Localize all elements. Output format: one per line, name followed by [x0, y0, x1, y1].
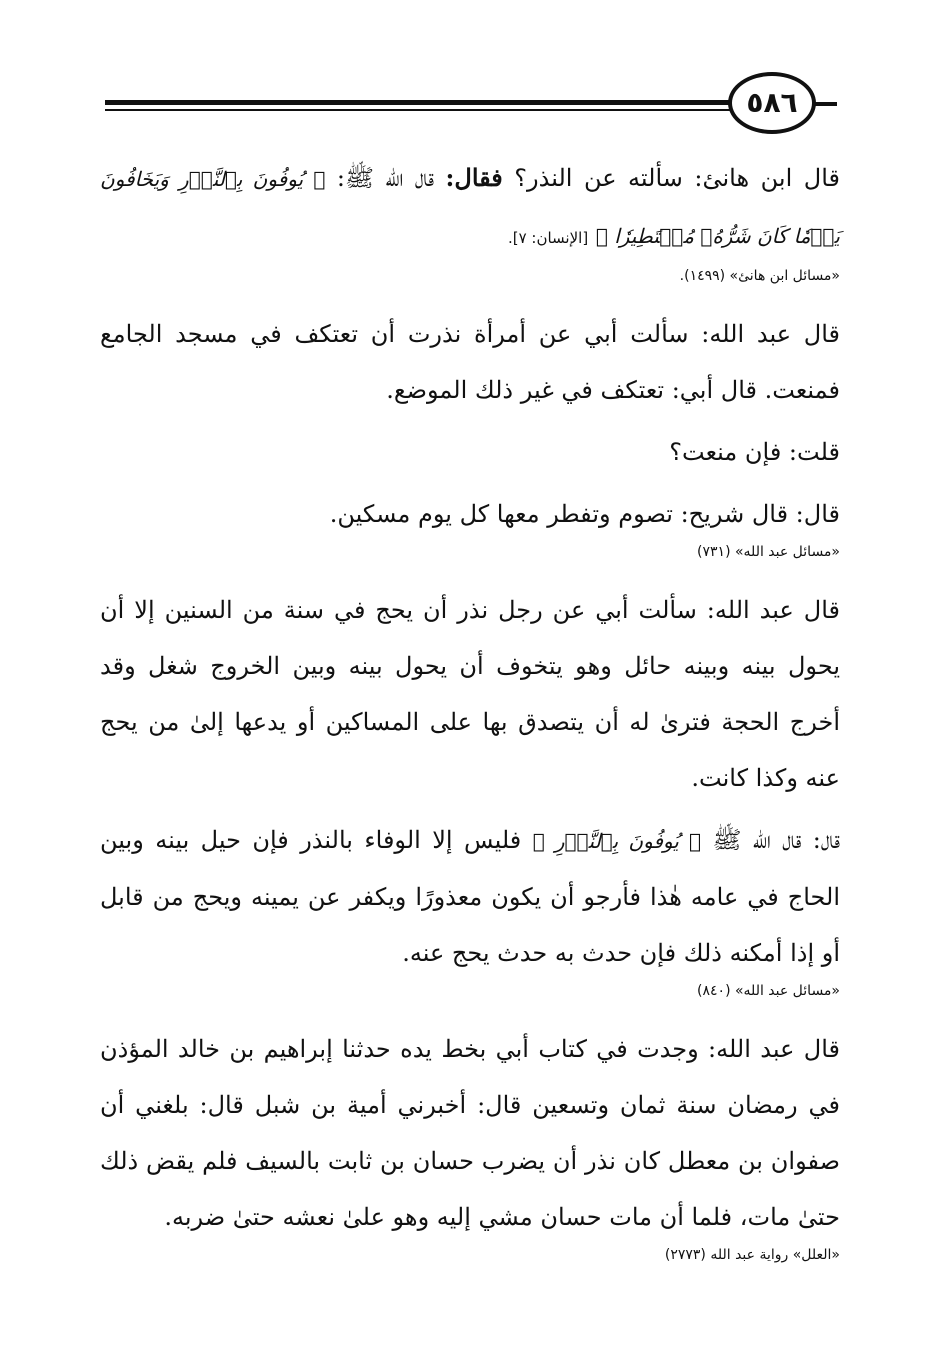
paragraph — [100, 424, 840, 480]
text-segment: قال عبد الله: وجدت في كتاب أبي بخط يده حدثنا إبراهيم بن خالد المؤذن في رمضان سنة ثمان وتسعين قال: أخبرني أمية بن شبل قال: بلغني أن صفوان بن معطل كان نذر أن يضرب حسان بن ثابت بالسيف فلم يقض ذلك حتىٰ مات، فلما أن مات حسان مشي إليه وهو علىٰ نعشه حتىٰ ضربه. — [100, 1035, 840, 1231]
text-segment: فليس إلا الوفاء بالنذر فإن حيل بينه وبين الحاج في عامه هٰذا فأرجو أن يكون معذورًا ويكفر عن يمينه ويحج من قابل أو إذا أمكنه ذلك فإن حدث به حدث يحج عنه. — [100, 826, 840, 967]
text-segment: قال الله ﷺ: — [325, 164, 446, 192]
quran-verse: ﴿ يُوفُونَ بِٱلنَّذۡرِ ﴾ — [532, 829, 702, 853]
text-segment: قال ابن هانئ: سألته عن النذر؟ — [502, 164, 841, 192]
text-segment: قال: قال الله ﷺ — [701, 826, 841, 854]
citation: «مسائل ابن هانئ» (١٤٩٩). — [679, 268, 840, 284]
citation: «مسائل عبد الله» (٨٤٠) — [697, 983, 840, 999]
paragraph — [100, 306, 840, 418]
paragraph — [100, 486, 840, 542]
text-segment: قلت: فإن منعت؟ — [669, 438, 840, 466]
paragraph — [100, 812, 840, 981]
paragraph — [100, 1021, 840, 1245]
header-rule-thin — [105, 109, 730, 111]
paragraph — [100, 150, 840, 266]
citation: «مسائل عبد الله» (٧٣١) — [697, 544, 840, 560]
text-segment: فقال: — [445, 163, 503, 192]
text-segment — [588, 221, 596, 249]
page-number-badge — [728, 72, 816, 134]
header-rule — [105, 100, 730, 105]
paragraph — [100, 582, 840, 806]
text-segment: قال: قال شريح: تصوم وتفطر معها كل يوم مسكين. — [329, 500, 840, 528]
page-number: ٥٨٦ — [746, 86, 798, 119]
quran-verse: ﴿ يُوفُونَ بِٱلنَّذۡرِ وَيَخَافُونَ يَوۡمٗا كَانَ شَرُّهُۥ مُسۡتَطِيرٗا ﴾ — [100, 167, 840, 248]
header-rule-right — [815, 102, 837, 106]
text-segment: قال عبد الله: سألت أبي عن أمرأة نذرت أن تعتكف في مسجد الجامع فمنعت. قال أبي: تعتكف في غير ذلك الموضع. — [100, 320, 840, 404]
text-segment: قال عبد الله: سألت أبي عن رجل نذر أن يحج في سنة من السنين إلا أن يحول بينه وبينه حائل وهو يتخوف أن يحول بينه وبين الخروج شغل وقد أخرج الحجة فترىٰ له أن يتصدق بها على المساكين أو يدعها إلىٰ من يحج عنه وكذا كانت. — [100, 596, 840, 792]
verse-reference: [الإنسان: ٧]. — [507, 229, 589, 247]
page-body — [100, 150, 840, 1285]
citation: «العلل» رواية عبد الله (٢٧٧٣) — [664, 1247, 840, 1263]
